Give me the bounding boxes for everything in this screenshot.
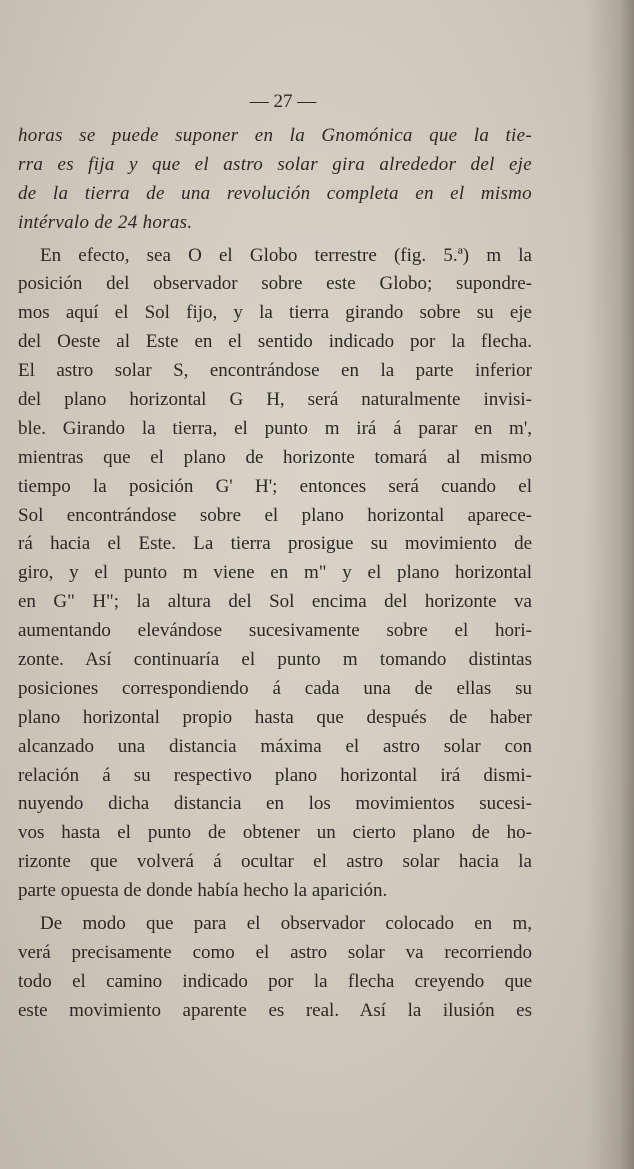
text-line: rra es fija y que el astro solar gira alrededor del eje xyxy=(18,153,532,175)
page-gutter-shadow xyxy=(586,0,634,1169)
text-line: horas se puede suponer en la Gnomónica que la tie- xyxy=(18,125,532,146)
text-line: del plano horizontal G H, será naturalmente invisi- xyxy=(18,389,532,411)
text-line: zonte. Así continuaría el punto m tomando distintas xyxy=(18,649,532,671)
page-number: — 27 — xyxy=(249,91,317,112)
text-line: aumentando elevándose sucesivamente sobre el hori- xyxy=(18,620,532,642)
text-line: rá hacia el Este. La tierra prosigue su movimiento de xyxy=(18,533,532,555)
text-line: El astro solar S, encontrándose en la parte inferior xyxy=(18,360,532,382)
text-line: en G" H"; la altura del Sol encima del horizonte va xyxy=(18,591,532,613)
text-line: de la tierra de una revolución completa en el mismo xyxy=(18,182,532,204)
text-line: mos aquí el Sol fijo, y la tierra girando sobre su eje xyxy=(18,302,532,324)
page-text-block xyxy=(18,82,532,1026)
text-line: giro, y el punto m viene en m" y el plano horizontal xyxy=(18,562,532,584)
text-line: De modo que para el observador colocado en m, xyxy=(40,913,532,935)
paragraph-2 xyxy=(18,242,532,906)
paragraph-3 xyxy=(18,910,532,1026)
text-line: tiempo la posición G' H'; entonces será cuando el xyxy=(18,475,532,497)
text-line: alcanzado una distancia máxima el astro solar con xyxy=(18,735,532,757)
text-line: plano horizontal propio hasta que después de haber xyxy=(18,706,532,728)
text-line: posiciones correspondiendo á cada una de ellas su xyxy=(18,677,532,699)
paragraph-1 xyxy=(18,122,532,238)
text-line: rizonte que volverá á ocultar el astro solar hacia la xyxy=(18,851,532,873)
text-line: Sol encontrándose sobre el plano horizontal aparece- xyxy=(18,504,532,526)
text-line: nuyendo dicha distancia en los movimientos sucesi- xyxy=(18,793,532,815)
text-line: En efecto, sea O el Globo terrestre (fig. 5.ª) m la xyxy=(40,244,532,266)
text-line: mientras que el plano de horizonte tomará al mismo xyxy=(18,446,532,468)
text-line: verá precisamente como el astro solar va recorriendo xyxy=(18,941,532,963)
text-line: todo el camino indicado por la flecha creyendo que xyxy=(18,970,532,992)
text-line: parte opuesta de donde había hecho la aparición. xyxy=(18,880,388,902)
text-line: este movimiento aparente es real. Así la ilusión es xyxy=(18,999,532,1021)
text-line: intérvalo de 24 horas. xyxy=(18,211,193,233)
text-line: vos hasta el punto de obtener un cierto plano de ho- xyxy=(18,822,532,844)
text-line: del Oeste al Este en el sentido indicado por la flecha. xyxy=(18,331,532,353)
text-line: ble. Girando la tierra, el punto m irá á parar en m', xyxy=(18,417,532,439)
text-line: posición del observador sobre este Globo; supondre- xyxy=(18,273,532,295)
text-line: relación á su respectivo plano horizontal irá dismi- xyxy=(18,764,532,786)
